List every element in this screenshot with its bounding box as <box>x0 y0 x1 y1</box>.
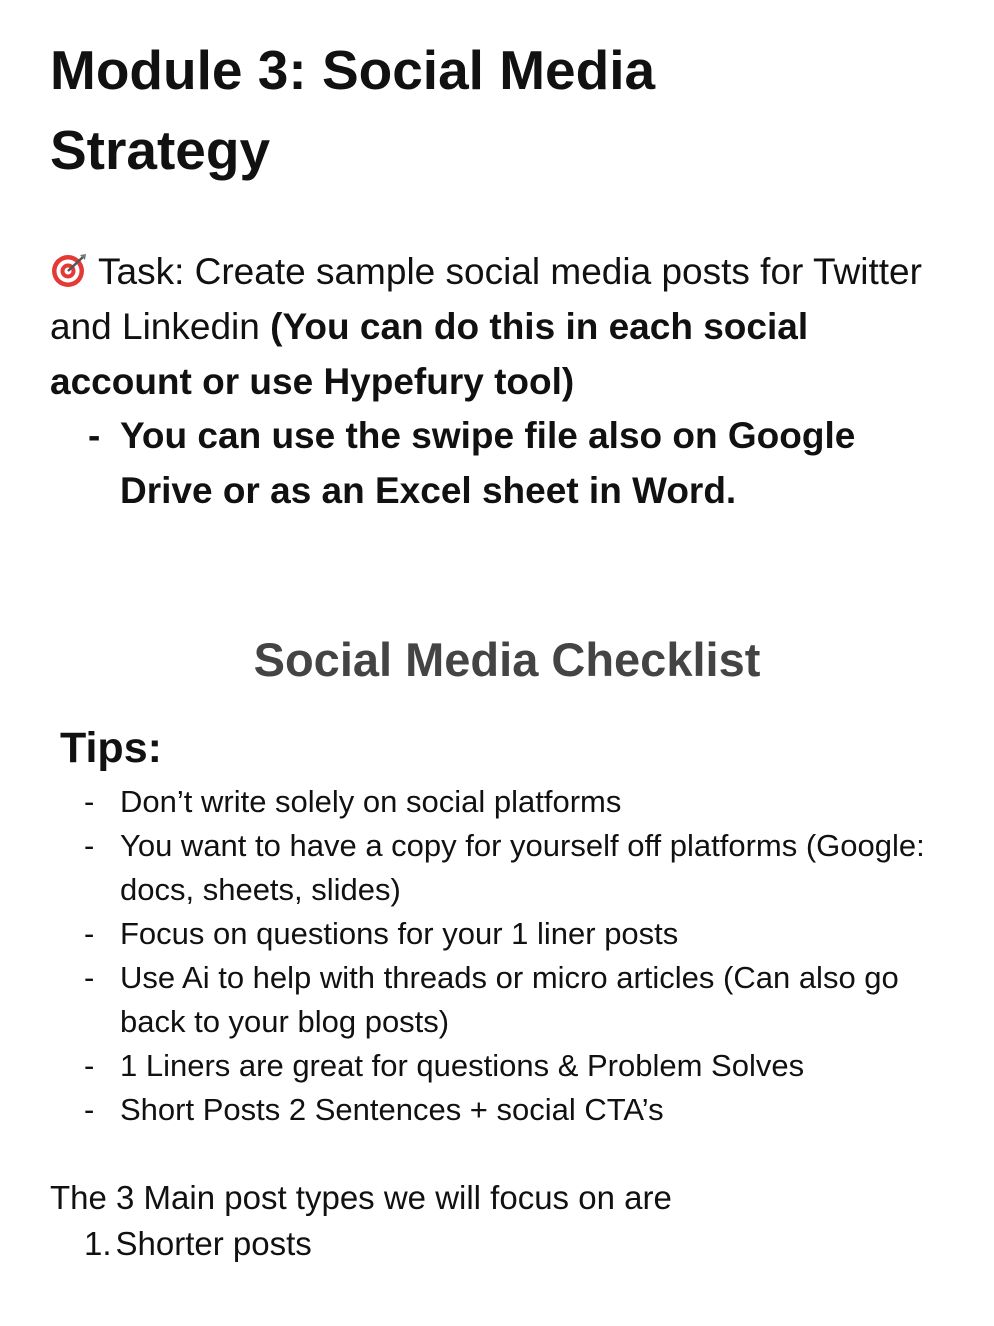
dash-bullet: - <box>84 1092 95 1127</box>
dash-bullet: - <box>84 1048 95 1083</box>
task-text: Task: Create sample social media posts for Twitter and Linkedin <box>50 251 922 347</box>
tips-item <box>84 780 964 824</box>
dash-bullet: - <box>84 784 95 819</box>
dash-bullet: - <box>84 828 95 863</box>
tips-item <box>84 912 964 956</box>
dash-bullet: - <box>88 415 101 456</box>
post-type-label: Shorter posts <box>115 1225 312 1262</box>
task-sub-text: You can use the swipe file also on Google Drive or as an Excel sheet in Word. <box>120 415 856 511</box>
target-icon <box>50 249 88 287</box>
post-type-number: 1. <box>84 1225 112 1262</box>
tips-item <box>84 1044 964 1088</box>
tips-item-text: Focus on questions for your 1 liner posts <box>120 916 679 951</box>
task-sub-list <box>88 408 948 518</box>
tips-heading: Tips: <box>60 724 162 772</box>
module-title-line1: Module 3: Social Media <box>50 39 656 101</box>
module-title-line2: Strategy <box>50 119 271 181</box>
task-paragraph <box>50 244 950 409</box>
checklist-title: Social Media Checklist <box>253 633 761 686</box>
tips-item <box>84 824 964 912</box>
task-sub-item <box>88 408 948 518</box>
tips-list <box>84 780 964 1132</box>
module-title <box>50 30 950 190</box>
task-bold-text: (You can do this in each social account or use Hypefury tool) <box>50 306 809 402</box>
tips-item-text: Short Posts 2 Sentences + social CTA’s <box>120 1092 664 1127</box>
tips-item-text: Use Ai to help with threads or micro articles (Can also go back to your blog posts) <box>120 960 899 1039</box>
dash-bullet: - <box>84 916 95 951</box>
tips-item <box>84 956 964 1044</box>
post-type-item <box>84 1220 312 1268</box>
dash-bullet: - <box>84 960 95 995</box>
tips-item-text: 1 Liners are great for questions & Problem Solves <box>120 1048 805 1083</box>
tips-item-text: Don’t write solely on social platforms <box>120 784 622 819</box>
tips-item-text: You want to have a copy for yourself off platforms (Google: docs, sheets, slides) <box>120 828 925 907</box>
post-types-intro: The 3 Main post types we will focus on are <box>50 1179 672 1216</box>
tips-item <box>84 1088 964 1132</box>
post-types-list <box>84 1220 312 1268</box>
